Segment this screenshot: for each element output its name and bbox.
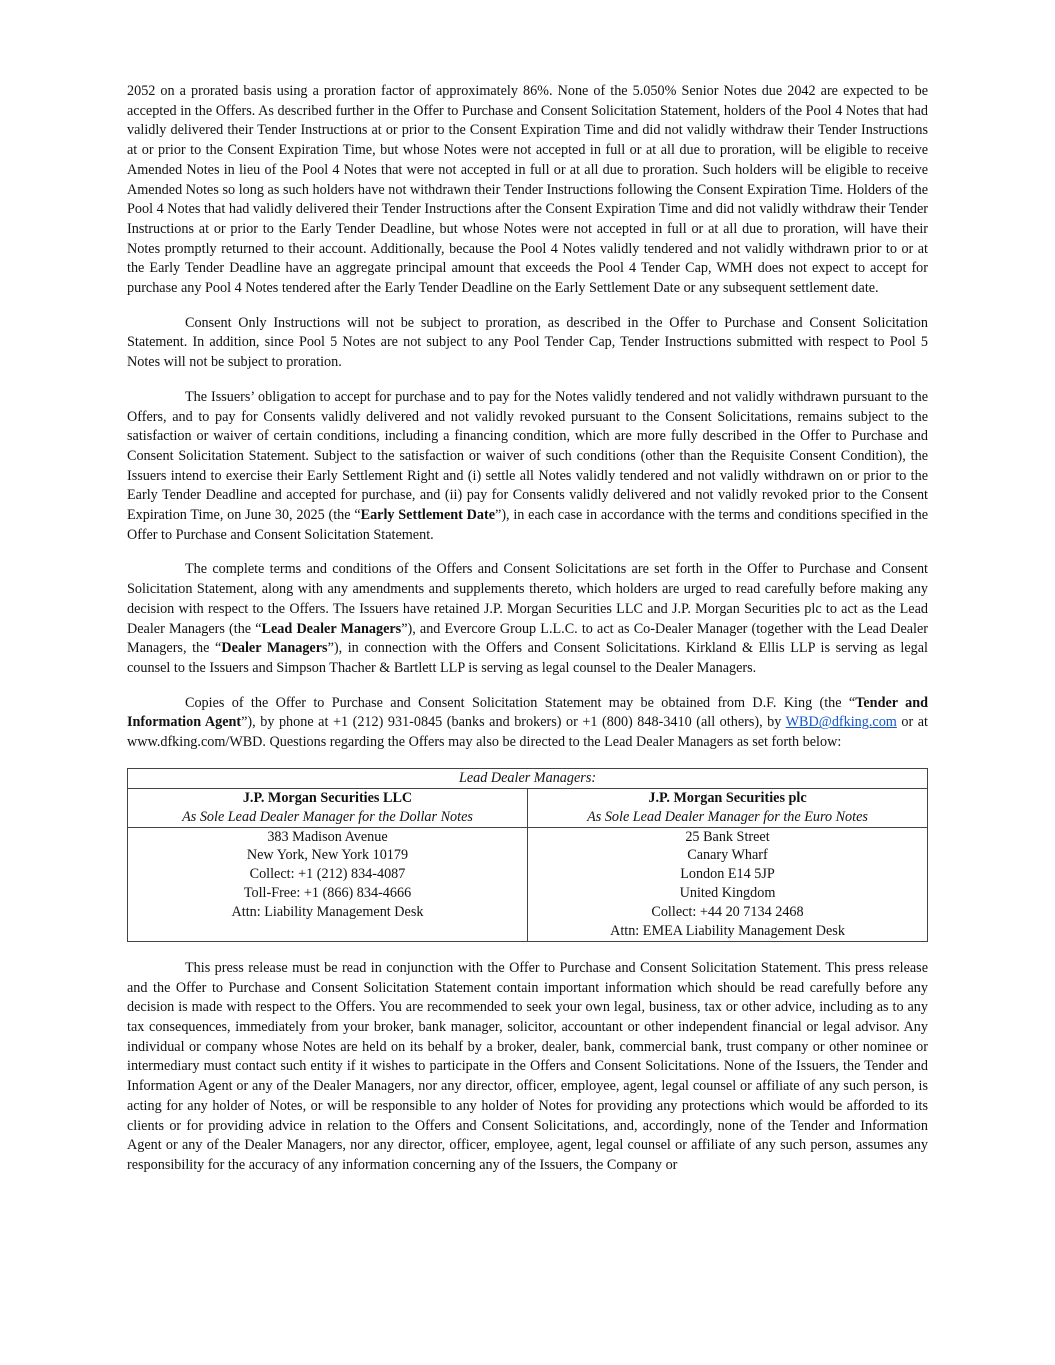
term-lead-dealer-managers: Lead Dealer Managers — [261, 620, 402, 637]
paragraph-terms-conditions: The complete terms and conditions of the Offers and Consent Solicitations are set forth in the Offer to Purchase and Consent Solicitation Statement, along with any amendments and supplements thereto, which holders are urged to read carefully before making any decision with respect to the Offers. The Issuers have retained J.P. Morgan Securities LLC and J.P. Morgan Securities plc to act as the Lead Dealer Managers (the “Lead Dealer Managers”), and Evercore Group L.L.C. to act as Co-Dealer Manager (together with the Lead Dealer Managers, the “Dealer Managers”), in connection with the Offers and Consent Solicitations. Kirkland & Ellis LLP is serving as legal counsel to the Issuers and Simpson Thacher & Bartlett LLP is serving as legal counsel to the Dealer Managers. — [127, 561, 928, 676]
right-manager-contact — [528, 827, 928, 941]
phone-line: Collect: +44 20 7134 2468 — [651, 904, 804, 921]
lead-dealer-managers-table — [127, 768, 928, 942]
right-manager-role: As Sole Lead Dealer Manager for the Euro Notes — [587, 808, 868, 825]
address-line: 383 Madison Avenue — [267, 828, 388, 845]
term-tender-information-agent: Tender and Information Agent — [127, 694, 929, 731]
left-manager-contact — [128, 827, 528, 941]
left-manager-heading — [128, 788, 528, 827]
address-line: United Kingdom — [679, 885, 776, 902]
paragraph-issuers-obligation: The Issuers’ obligation to accept for purchase and to pay for the Notes validly tendered and not validly withdrawn pursuant to the Offers, and to pay for Consents validly delivered and not validly revoked pursuant to the Consent Solicitations, remains subject to the satisfaction or waiver of certain conditions, including a financing condition, which are more fully described in the Offer to Purchase and Consent Solicitation Statement. Subject to the satisfaction or waiver of such conditions (other than the Requisite Consent Condition), the Issuers intend to exercise their Early Settlement Right and (i) settle all Notes validly tendered and not validly withdrawn on or prior to the Early Tender Deadline and accepted for purchase, and (ii) pay for Consents validly delivered and not validly revoked prior to the Consent Expiration Time, on June 30, 2025 (the “Early Settlement Date”), in each case in accordance with the terms and conditions specified in the Offer to Purchase and Consent Solicitation Statement. — [127, 388, 929, 543]
attention-line: Attn: Liability Management Desk — [231, 904, 424, 921]
paragraph-copies: Copies of the Offer to Purchase and Consent Solicitation Statement may be obtained from D.F. King (the “Tender and Information Agent”), by phone at +1 (212) 931-0845 (banks and brokers) or +1 (800) 848-3410 (all others), by WBD@dfking.com or at www.dfking.com/WBD. Questions regarding the Offers may also be directed to the Lead Dealer Managers as set forth below: — [127, 694, 929, 751]
phone-line: Toll-Free: +1 (866) 834-4666 — [243, 885, 412, 902]
address-line: London E14 5JP — [680, 866, 775, 883]
term-dealer-managers: Dealer Managers — [221, 640, 328, 657]
document-body — [127, 82, 928, 1191]
email-link[interactable]: WBD@dfking.com — [785, 714, 897, 731]
paragraph-disclaimer: This press release must be read in conjunction with the Offer to Purchase and Consent Solicitation Statement. This press release and the Offer to Purchase and Consent Solicitation Statement contain important information which should be read carefully before any decision is made with respect to the Offers. You are recommended to seek your own legal, business, tax or other advice, including as to any tax consequences, immediately from your broker, bank manager, solicitor, accountant or other independent financial or legal advisor. Any individual or company whose Notes are held on its behalf by a broker, dealer, bank, commercial bank, trust company or other nominee or intermediary must contact such entity if it wishes to participate in the Offers and Consent Solicitations. None of the Issuers, the Tender and Information Agent or any of the Dealer Managers, nor any director, officer, employee, agent, legal counsel or affiliate of any such person, is acting for any holder of Notes, or will be responsible to any holder of Notes for providing any protections which would be afforded to its clients or for providing advice in relation to the Offers and Consent Solicitations, and, accordingly, none of the Tender and Information Agent or any of the Dealer Managers, nor any director, officer, employee, agent, legal counsel or affiliate of any such person, assumes any responsibility for the accuracy of any information concerning any of the Issuers, the Company or — [127, 959, 928, 1173]
paragraph-consent-only: Consent Only Instructions will not be subject to proration, as described in the Offer to Purchase and Consent Solicitation Statement. In addition, since Pool 5 Notes are not subject to any Pool Tender Cap, Tender Instructions submitted with respect to Pool 5 Notes will not be subject to proration. — [127, 314, 928, 371]
address-line: 25 Bank Street — [685, 828, 770, 845]
right-manager-heading — [528, 788, 928, 827]
left-manager-name: J.P. Morgan Securities LLC — [242, 789, 413, 806]
address-line: Canary Wharf — [687, 847, 768, 864]
paragraph-proration: 2052 on a prorated basis using a proration factor of approximately 86%. None of the 5.050% Senior Notes due 2042 are expected to be accepted in the Offers. As described further in the Offer to Purchase and Consent Solicitation Statement, holders of the Pool 4 Notes that had validly delivered their Tender Instructions at or prior to the Consent Expiration Time and did not validly withdraw their Tender Instructions at or prior to the Consent Expiration Time, but whose Notes were not accepted in full or at all due to proration, will be eligible to receive Amended Notes in lieu of the Pool 4 Notes that were not accepted in full or at all due to proration. Such holders will be eligible to receive Amended Notes so long as such holders have not withdrawn their Tender Instructions following the Consent Expiration Time. Holders of the Pool 4 Notes that had validly delivered their Tender Instructions after the Consent Expiration Time and did not validly withdraw their Tender Instructions at or prior to the Early Tender Deadline, but whose Notes were not accepted in full or at all due to proration, will have their Notes promptly returned to their account. Additionally, because the Pool 4 Notes validly tendered and not validly withdrawn prior to or at the Early Tender Deadline have an aggregate principal amount that exceeds the Pool 4 Tender Cap, WMH does not expect to accept for purchase any Pool 4 Notes tendered after the Early Tender Deadline on the Early Settlement Date or any subsequent settlement date. — [127, 83, 928, 297]
right-manager-name: J.P. Morgan Securities plc — [648, 789, 807, 806]
attention-line: Attn: EMEA Liability Management Desk — [610, 923, 845, 940]
phone-line: Collect: +1 (212) 834-4087 — [249, 866, 406, 883]
table-header: Lead Dealer Managers: — [128, 768, 928, 788]
address-line: New York, New York 10179 — [246, 847, 409, 864]
left-manager-role: As Sole Lead Dealer Manager for the Dollar Notes — [182, 808, 473, 825]
term-early-settlement-date: Early Settlement Date — [360, 507, 496, 524]
